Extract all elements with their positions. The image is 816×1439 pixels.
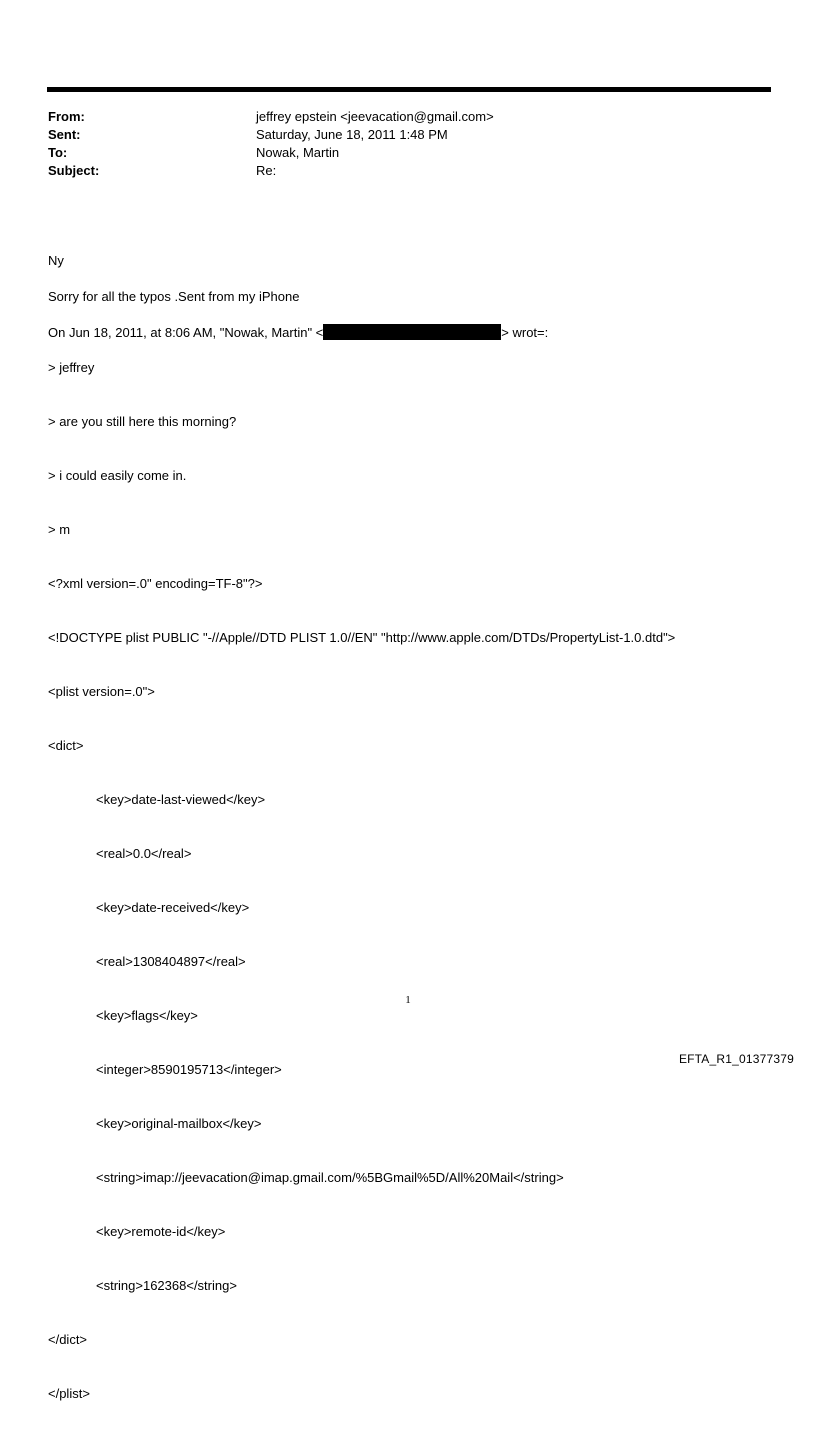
greeting-line: Ny — [48, 253, 64, 268]
from-row — [48, 108, 748, 126]
typos-line: Sorry for all the typos .Sent from my iPhone — [48, 289, 300, 304]
plist-entry: <key>original-mailbox</key> — [96, 1116, 262, 1131]
bates-number: EFTA_R1_01377379 — [678, 1052, 794, 1066]
quoted-line: > are you still here this morning? — [48, 414, 237, 429]
from-label: From: — [48, 109, 85, 124]
plist-entry: <string>imap://jeevacation@imap.gmail.com/%5BGmail%5D/All%20Mail</string> — [96, 1170, 564, 1185]
subject-row — [48, 162, 748, 180]
to-value: Nowak, Martin — [256, 145, 340, 160]
quoted-line: > jeffrey — [48, 360, 95, 375]
plist-entry: <string>162368</string> — [96, 1278, 237, 1293]
plist-line: <!DOCTYPE plist PUBLIC "-//Apple//DTD PLIST 1.0//EN" "http://www.apple.com/DTDs/PropertyList-1.0.dtd"> — [48, 630, 676, 645]
plist-entry: <key>remote-id</key> — [96, 1224, 226, 1239]
page-number: 1 — [405, 994, 411, 1006]
quoted-line: > m — [48, 522, 71, 537]
quote-intro-after: > wrot=: — [501, 325, 549, 340]
plist-entry: <integer>8590195713</integer> — [96, 1062, 282, 1077]
plist-entry: <key>date-last-viewed</key> — [96, 792, 266, 807]
plist-entry: <real>0.0</real> — [96, 846, 192, 861]
message-content — [48, 323, 768, 1439]
to-row — [48, 144, 748, 162]
email-header — [48, 108, 748, 180]
plist-line: <dict> — [48, 738, 84, 753]
sent-label: Sent: — [48, 127, 81, 142]
plist-entry: <key>date-received</key> — [96, 900, 250, 915]
sent-row — [48, 126, 748, 144]
sent-value: Saturday, June 18, 2011 1:48 PM — [256, 127, 448, 142]
plist-line: <plist version=.0"> — [48, 684, 155, 699]
plist-line: </plist> — [48, 1386, 90, 1401]
plist-line: </dict> — [48, 1332, 88, 1347]
quoted-line: > i could easily come in. — [48, 468, 187, 483]
to-label: To: — [48, 145, 68, 160]
plist-line: <?xml version=.0" encoding=TF-8"?> — [48, 576, 263, 591]
subject-value: Re: — [256, 163, 277, 178]
from-value: jeffrey epstein <jeevacation@gmail.com> — [256, 109, 494, 124]
plist-entry: <real>1308404897</real> — [96, 954, 246, 969]
plist-entry: <key>flags</key> — [96, 1008, 198, 1023]
header-rule — [47, 87, 771, 92]
subject-label: Subject: — [48, 163, 100, 178]
quote-intro-before: On Jun 18, 2011, at 8:06 AM, "Nowak, Martin" < — [48, 325, 324, 340]
